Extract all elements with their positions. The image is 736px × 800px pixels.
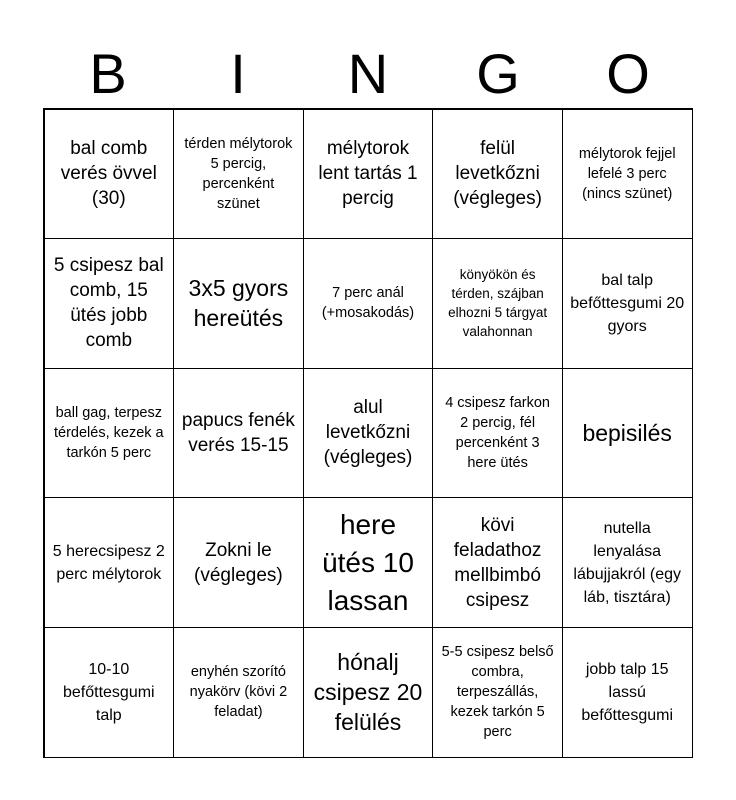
bingo-cell[interactable] [173,368,304,499]
bingo-cell[interactable] [562,109,693,240]
header-letter-g: G [476,42,520,105]
cell-text: felül levetkőzni (végleges) [453,138,542,210]
cell-text: nutella lenyalása lábujjakról (egy láb, tisztára) [573,519,681,606]
cell-text: mélytorok fejjel lefelé 3 perc (nincs szünet) [578,145,676,202]
bingo-cell[interactable] [432,627,563,758]
bingo-cell[interactable] [432,238,563,369]
bingo-cell[interactable] [44,627,175,758]
bingo-cell[interactable] [173,497,304,628]
bingo-cell[interactable] [432,109,563,240]
bingo-cell[interactable] [44,238,175,369]
cell-text: 7 perc anál (+mosakodás) [321,285,415,322]
cell-text: mélytorok lent tartás 1 percig [318,138,418,210]
bingo-cell[interactable] [562,627,693,758]
cell-text: ball gag, terpesz térdelés, kezek a tarkón 5 perc [53,404,164,461]
cell-text: Zokni le (végleges) [194,539,283,586]
bingo-grid [43,108,693,758]
cell-text: alul levetkőzni (végleges) [323,397,413,469]
bingo-cell[interactable] [44,497,175,628]
bingo-cell[interactable] [173,109,304,240]
bingo-cell[interactable] [303,368,434,499]
header-letter-o: O [606,42,650,105]
bingo-cell[interactable] [303,497,434,628]
cell-text: bal comb verés övvel (30) [60,138,157,210]
cell-text: 5 herecsipesz 2 perc mélytorok [52,542,165,583]
bingo-cell[interactable] [562,497,693,628]
cell-text: 4 csipesz farkon 2 percig, fél percenként 3 here ütés [445,394,550,471]
cell-text: 3x5 gyors hereütés [188,275,289,332]
bingo-cell[interactable] [562,238,693,369]
cell-text: bepisilés [582,419,672,446]
bingo-cell[interactable] [432,497,563,628]
bingo-header [43,40,693,108]
bingo-cell[interactable] [562,368,693,499]
cell-text: 5-5 csipesz belső combra, terpeszállás, kezek tarkón 5 perc [441,644,554,741]
bingo-cell[interactable] [303,238,434,369]
cell-text: here ütés 10 lassan [322,508,414,616]
cell-text: jobb talp 15 lassú befőttesgumi [581,660,673,724]
header-letter-i: I [230,42,246,105]
bingo-cell[interactable] [303,627,434,758]
bingo-cell[interactable] [173,627,304,758]
bingo-cell[interactable] [44,109,175,240]
bingo-cell[interactable] [303,109,434,240]
bingo-cell[interactable] [44,368,175,499]
cell-text: enyhén szorító nyakörv (kövi 2 feladat) [189,664,288,721]
header-letter-n: N [347,42,389,105]
bingo-cell[interactable] [432,368,563,499]
cell-text: kövi feladathoz mellbimbó csipesz [453,514,542,611]
cell-text: 10-10 befőttesgumi talp [62,660,155,724]
cell-text: hónalj csipesz 20 felülés [313,649,423,736]
header-letter-b: B [89,42,127,105]
cell-text: térden mélytorok 5 percig, percenként szünet [184,135,293,212]
cell-text: 5 csipesz bal comb, 15 ütés jobb comb [53,255,164,352]
cell-text: könyökön és térden, szájban elhozni 5 tárgyat valahonnan [448,267,548,340]
bingo-cell[interactable] [173,238,304,369]
cell-text: bal talp befőttesgumi 20 gyors [570,271,685,335]
cell-text: papucs fenék verés 15-15 [181,409,295,456]
